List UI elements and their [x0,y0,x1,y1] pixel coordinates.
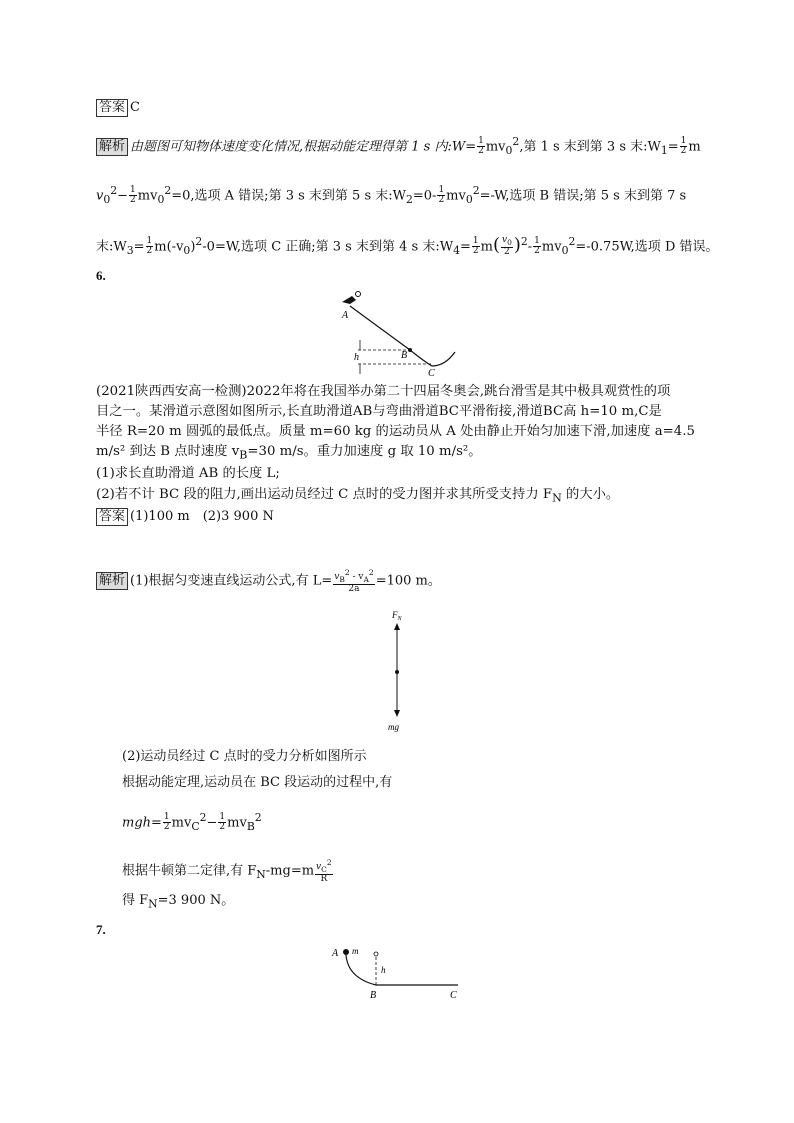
fraction-half: $\frac{1}{2}$ [219,812,226,833]
q6-text-3: 半径 R=20 m 圆弧的最低点。质量 m=60 kg 的运动员从 A 处由静止开始匀加速下滑,加速度 a=4.5 [96,424,695,439]
label-c: C [428,368,435,378]
fraction-vc-over-r: $\frac{v_C^2}{R}$ [316,858,332,884]
text: =0- [412,188,437,204]
text: B [246,819,255,833]
text: 2 [512,135,520,148]
text: =3 900 N。 [157,893,235,908]
label-m: m [352,946,359,956]
paren: ) [513,234,521,256]
text: 2 [254,811,262,824]
text: mv [485,139,506,155]
text: 2 [520,235,528,248]
text: 的大小。 [561,487,620,502]
curved-track [346,955,376,985]
text: (2)若不计 BC 段的阻力,画出运动员经过 C 点时的受力图并求其所受支持力 F [96,487,553,502]
q6-text-6 [96,486,619,508]
top-marker [374,952,378,956]
text: 2 [199,811,207,824]
fraction-half: $\frac{1}{2}$ [534,236,540,257]
text: =0,选项 A 错误;第 3 s 末到第 5 s 末:W [171,188,406,204]
text: = [459,239,471,255]
track-figure [328,942,468,1002]
arrowhead-down-icon [394,710,400,717]
text: m [688,139,701,155]
text: 4 [453,243,460,257]
text: =-0.75W,选项 D 错误。 [575,239,719,255]
text: 2 [110,184,118,197]
text: − [117,188,129,204]
arrowhead-up-icon [394,623,400,630]
ball-m [343,949,349,955]
fraction-v0-over-2: $\frac{v_0}{2}$ [501,235,512,258]
text: v [96,188,104,204]
slope-ab [350,306,410,350]
text: mv [446,188,466,204]
text: 由题图可知物体速度变化情况,根据动能定理得第 1 s 内:W= [130,139,477,155]
question-number-7: 7. [96,922,106,937]
force-mg-label: mg [388,722,399,732]
q5-answer: C [130,100,140,115]
text: 2 [568,235,576,248]
q6-analysis-line-1 [96,568,441,594]
text: 2 [164,184,172,197]
skier-icon [342,296,356,304]
text: ) [190,239,196,255]
fraction-half: $\frac{1}{2}$ [146,236,153,257]
fraction-l: $\frac{v_B^2 - v_A^2}{2a}$ [334,568,374,594]
label-b: B [370,990,377,1001]
text: 0 [561,243,569,257]
q5-analysis-line-2 [96,183,686,208]
paren: ( [492,234,500,256]
text: B [239,448,248,462]
q6-text-1: (2021陕西西安高一检测)2022年将在我国举办第二十四届冬奥会,跳台滑雪是其中极具观赏性的项 [96,384,671,399]
q6-part2-line-5 [122,893,234,913]
text: = [133,239,145,255]
text: =-W,选项 B 错误;第 5 s 末到第 7 s [479,188,687,204]
text: 0 [465,192,473,206]
force-diagram [378,606,418,736]
text: -mg=m [265,863,315,879]
label-b: B [401,350,408,361]
q6-part2-line-3 [122,810,262,835]
text: 根据牛顿第二定律,有 F [122,863,257,879]
text: (1)根据匀变速直线运动公式,有 L= [130,573,333,589]
label-a: A [332,948,339,959]
text: N [552,491,562,505]
text: 2 [472,184,480,197]
q5-answer-line [96,99,140,117]
answer-tag: 答案 [96,508,128,526]
skier-head-icon [356,292,361,297]
q5-analysis-line-1 [96,134,701,159]
text: mv [227,815,247,831]
q6-text-2: 目之一。某滑道示意图如图所示,长直助滑道AB与弯曲滑道BC平滑衔接,滑道BC高 h=10 m,C是 [96,404,662,419]
label-a: A [342,310,349,321]
text: mv [541,239,562,255]
label-c: C [450,990,457,1001]
text: 末:W [96,239,127,255]
text: 得 F [122,893,149,908]
fraction-half: $\frac{1}{2}$ [163,812,170,833]
analysis-tag: 解析 [96,572,128,590]
q6-part2-line-4 [122,858,334,884]
text: = [667,139,679,155]
q6-text-4 [96,443,482,465]
text: 1 [660,143,668,157]
q6-answer-line [96,508,274,526]
text: mv [171,815,192,831]
text: − [206,815,218,831]
text: -0=W,选项 C 正确;第 3 s 末到第 4 s 末:W [202,239,454,255]
label-h: h [354,352,359,363]
text: N [256,868,266,881]
text: 0 [157,192,165,206]
curve-bc [410,350,455,366]
text: 2 [405,192,413,206]
fraction-half: $\frac{1}{2}$ [478,136,484,157]
text: m/s² 到达 B 点时速度 v [96,444,240,459]
fraction-half: $\frac{1}{2}$ [438,185,445,206]
text: N [148,897,158,911]
text: m [480,239,493,255]
q6-text-5: (1)求长直助滑道 AB 的长度 L; [96,466,280,481]
text: C [191,819,200,833]
text: ,第 1 s 末到第 3 s 末:W [519,139,661,155]
force-fn-label: $F_N$ [392,610,402,622]
text: mv [137,188,158,204]
text: 0 [103,192,111,206]
ski-slope-figure [330,288,470,378]
text: 0 [183,243,191,257]
text: 0 [505,143,513,157]
text: m(-v [154,239,184,255]
q5-analysis-line-3 [96,234,719,259]
text: 2 [195,235,203,248]
text: mgh= [122,815,162,831]
label-h: h [381,965,386,975]
text: =100 m。 [375,573,441,589]
q6-part2-line-1: (2)运动员经过 C 点时的受力分析如图所示 [122,749,367,764]
q6-part2-line-2: 根据动能定理,运动员在 BC 段运动的过程中,有 [122,775,393,790]
q6-answer: (1)100 m (2)3 900 N [130,509,274,524]
text: - [527,239,533,255]
text: 3 [126,243,134,257]
fraction-half: $\frac{1}{2}$ [680,136,687,157]
fraction-half: $\frac{1}{2}$ [130,185,136,206]
question-number-6: 6. [96,268,106,283]
answer-tag: 答案 [96,99,128,117]
analysis-tag: 解析 [96,138,128,156]
text: =30 m/s。重力加速度 g 取 10 m/s²。 [247,444,482,459]
fraction-half: $\frac{1}{2}$ [472,236,479,257]
